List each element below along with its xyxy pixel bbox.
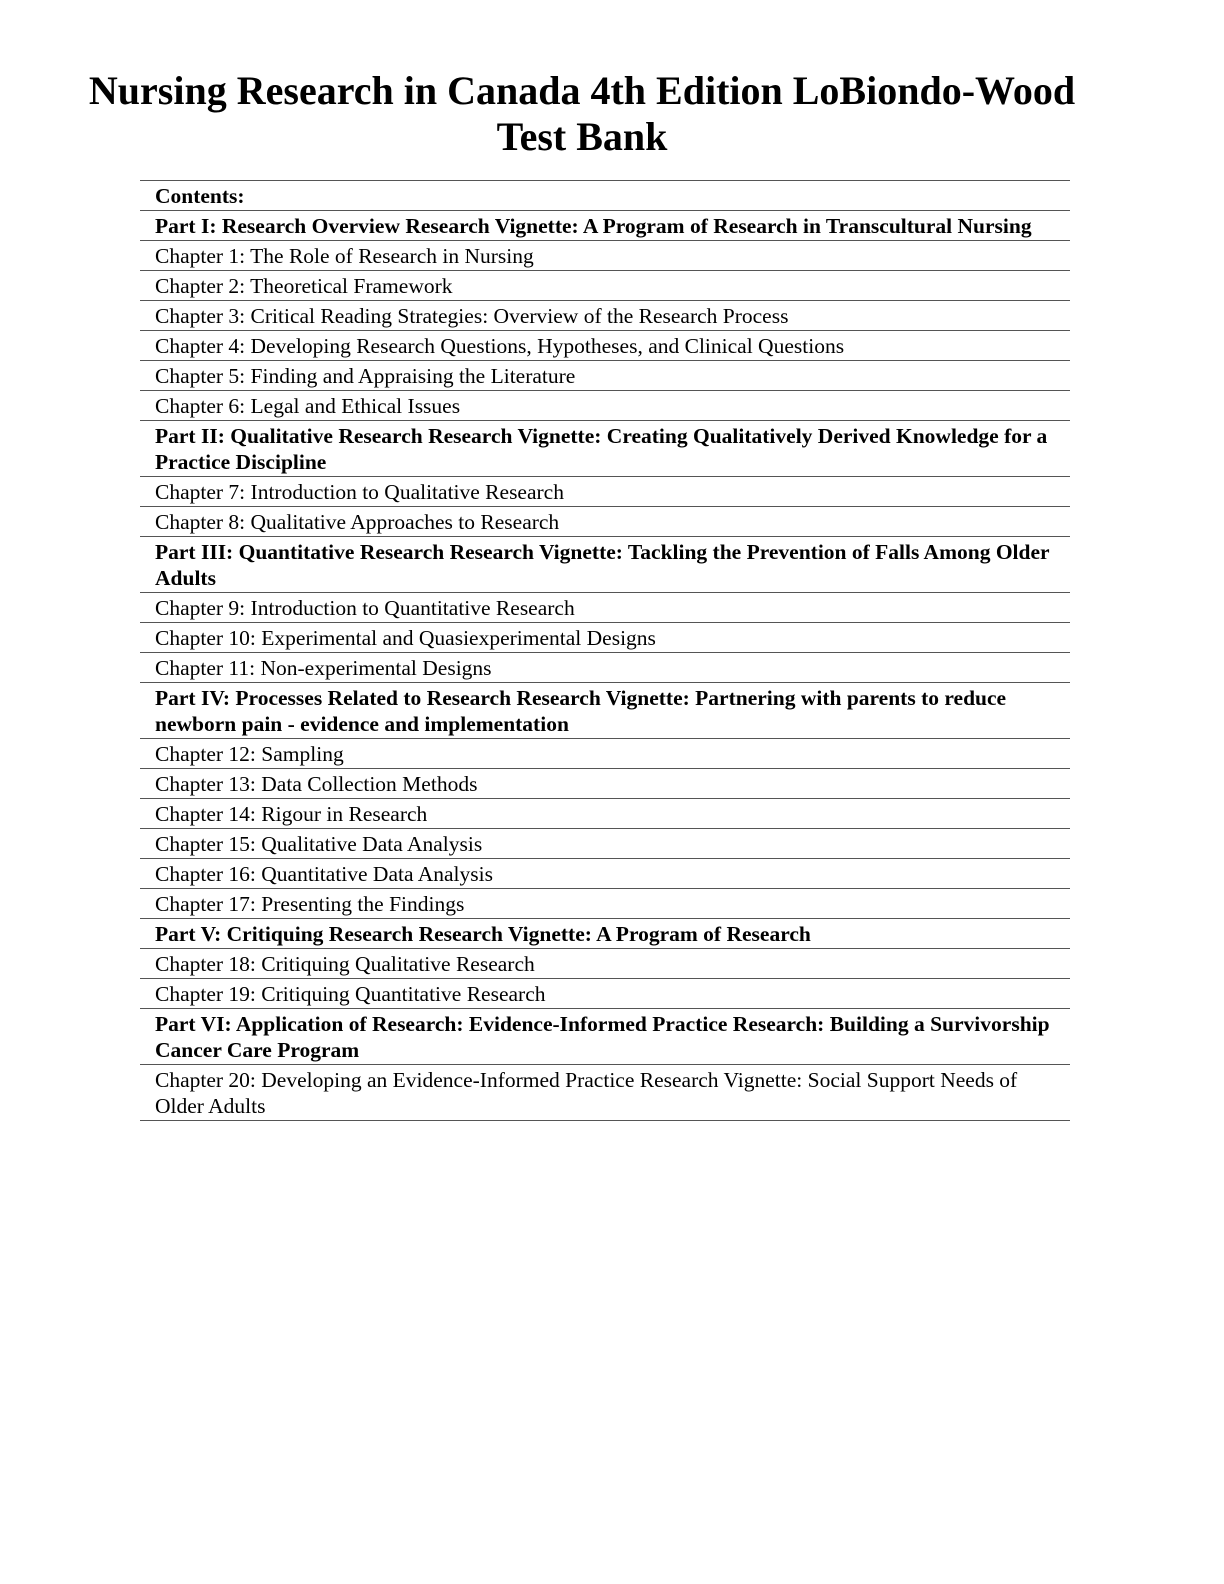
part-heading: Part IV: Processes Related to Research Research Vignette: Partnering with parents to reduce newborn pain - evidence and implementation bbox=[140, 683, 1070, 739]
chapter-entry: Chapter 14: Rigour in Research bbox=[140, 799, 1070, 829]
toc-chapter-row bbox=[140, 769, 1070, 799]
toc-chapter-row bbox=[140, 979, 1070, 1009]
chapter-entry: Chapter 4: Developing Research Questions, Hypotheses, and Clinical Questions bbox=[140, 331, 1070, 361]
toc-chapter-row bbox=[140, 477, 1070, 507]
chapter-entry: Chapter 20: Developing an Evidence-Informed Practice Research Vignette: Social Support Needs of Older Adults bbox=[140, 1065, 1070, 1121]
toc-chapter-row bbox=[140, 391, 1070, 421]
toc-chapter-row bbox=[140, 593, 1070, 623]
chapter-entry: Chapter 12: Sampling bbox=[140, 739, 1070, 769]
document-title-line-2: Test Bank bbox=[496, 114, 668, 159]
chapter-entry: Chapter 10: Experimental and Quasiexperimental Designs bbox=[140, 623, 1070, 653]
toc-chapter-row bbox=[140, 331, 1070, 361]
toc-part-row bbox=[140, 919, 1070, 949]
toc-chapter-row bbox=[140, 799, 1070, 829]
chapter-entry: Chapter 16: Quantitative Data Analysis bbox=[140, 859, 1070, 889]
chapter-entry: Chapter 5: Finding and Appraising the Literature bbox=[140, 361, 1070, 391]
toc-header: Contents: bbox=[140, 181, 1070, 211]
toc-header-row bbox=[140, 181, 1070, 211]
chapter-entry: Chapter 11: Non-experimental Designs bbox=[140, 653, 1070, 683]
toc-chapter-row bbox=[140, 739, 1070, 769]
toc-part-row bbox=[140, 421, 1070, 477]
toc-chapter-row bbox=[140, 859, 1070, 889]
toc-chapter-row bbox=[140, 507, 1070, 537]
chapter-entry: Chapter 15: Qualitative Data Analysis bbox=[140, 829, 1070, 859]
chapter-entry: Chapter 1: The Role of Research in Nursing bbox=[140, 241, 1070, 271]
toc-chapter-row bbox=[140, 1065, 1070, 1121]
chapter-entry: Chapter 7: Introduction to Qualitative Research bbox=[140, 477, 1070, 507]
chapter-entry: Chapter 9: Introduction to Quantitative Research bbox=[140, 593, 1070, 623]
part-heading: Part III: Quantitative Research Research Vignette: Tackling the Prevention of Falls Among Older Adults bbox=[140, 537, 1070, 593]
toc-chapter-row bbox=[140, 241, 1070, 271]
chapter-entry: Chapter 2: Theoretical Framework bbox=[140, 271, 1070, 301]
chapter-entry: Chapter 6: Legal and Ethical Issues bbox=[140, 391, 1070, 421]
chapter-entry: Chapter 8: Qualitative Approaches to Research bbox=[140, 507, 1070, 537]
chapter-entry: Chapter 18: Critiquing Qualitative Research bbox=[140, 949, 1070, 979]
toc-chapter-row bbox=[140, 623, 1070, 653]
toc-part-row bbox=[140, 211, 1070, 241]
toc-chapter-row bbox=[140, 889, 1070, 919]
toc-part-row bbox=[140, 537, 1070, 593]
chapter-entry: Chapter 3: Critical Reading Strategies: Overview of the Research Process bbox=[140, 301, 1070, 331]
part-heading: Part VI: Application of Research: Evidence-Informed Practice Research: Building a Survivorship Cancer Care Program bbox=[140, 1009, 1070, 1065]
toc-part-row bbox=[140, 683, 1070, 739]
toc-chapter-row bbox=[140, 949, 1070, 979]
part-heading: Part V: Critiquing Research Research Vignette: A Program of Research bbox=[140, 919, 1070, 949]
part-heading: Part I: Research Overview Research Vignette: A Program of Research in Transcultural Nursing bbox=[140, 211, 1070, 241]
document-title bbox=[0, 68, 1164, 160]
chapter-entry: Chapter 13: Data Collection Methods bbox=[140, 769, 1070, 799]
toc-chapter-row bbox=[140, 271, 1070, 301]
chapter-entry: Chapter 19: Critiquing Quantitative Research bbox=[140, 979, 1070, 1009]
toc-chapter-row bbox=[140, 653, 1070, 683]
part-heading: Part II: Qualitative Research Research Vignette: Creating Qualitatively Derived Knowledge for a Practice Discipline bbox=[140, 421, 1070, 477]
toc-chapter-row bbox=[140, 829, 1070, 859]
toc-part-row bbox=[140, 1009, 1070, 1065]
document-title-line-1: Nursing Research in Canada 4th Edition LoBiondo-Wood bbox=[88, 68, 1076, 113]
toc-chapter-row bbox=[140, 361, 1070, 391]
chapter-entry: Chapter 17: Presenting the Findings bbox=[140, 889, 1070, 919]
toc-chapter-row bbox=[140, 301, 1070, 331]
table-of-contents bbox=[140, 180, 1070, 1121]
